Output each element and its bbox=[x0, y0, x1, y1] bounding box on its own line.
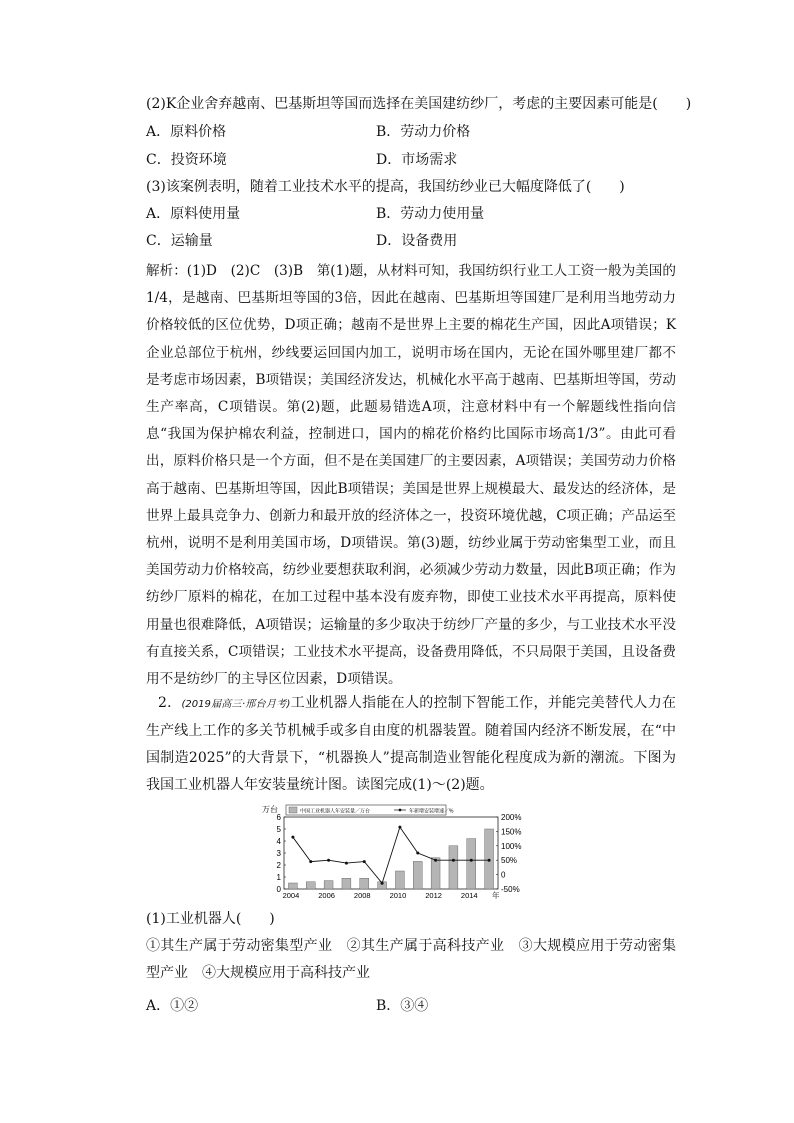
growth-point-2013 bbox=[452, 859, 455, 862]
legend-bar-swatch bbox=[289, 807, 297, 813]
right-tick-label: 100% bbox=[501, 841, 522, 851]
left-axis-unit: 万台 bbox=[262, 805, 278, 814]
bar-2011 bbox=[413, 861, 422, 889]
right-tick-label: 200% bbox=[501, 813, 522, 822]
growth-point-2004 bbox=[291, 836, 294, 839]
sub1-stem: (1)工业机器人( ) bbox=[146, 911, 275, 927]
x-tick-label: 2004 bbox=[282, 891, 300, 900]
q2-option-c: C．投资环境 bbox=[146, 152, 227, 168]
bar-2007 bbox=[342, 878, 351, 889]
left-tick-label: 0 bbox=[276, 885, 281, 894]
growth-point-2005 bbox=[309, 860, 312, 863]
bar-2005 bbox=[306, 882, 315, 889]
growth-point-2014 bbox=[470, 859, 473, 862]
growth-point-2015 bbox=[488, 859, 491, 862]
legend-line-marker bbox=[399, 809, 402, 812]
bar-2013 bbox=[449, 846, 458, 889]
left-tick-label: 2 bbox=[276, 861, 281, 870]
q3-option-d: D．设备费用 bbox=[376, 233, 458, 249]
q2-option-d: D．市场需求 bbox=[376, 152, 458, 168]
q2-option-b: B．劳动力价格 bbox=[376, 124, 471, 140]
plot-frame bbox=[284, 817, 498, 889]
growth-point-2006 bbox=[327, 859, 330, 862]
bar-2006 bbox=[324, 881, 333, 889]
bar-2008 bbox=[360, 878, 369, 889]
growth-point-2012 bbox=[434, 859, 437, 862]
left-tick-label: 4 bbox=[276, 837, 281, 846]
analysis-paragraph: 解析：(1)D (2)C (3)B 第(1)题，从材料可知，我国纺织行业工人工资一般为美国的1/4，是越南、巴基斯坦等国的3倍，因此在越南、巴基斯坦等国建厂是利用当地劳动力价格较低的区位优势，D项正确；越南不是世界上主要的棉花生产国，因此A项错误；K企业总部位于杭州，纱线要运回国内加工，说明市场在国内，无论在国外哪里建厂都不是考虑市场因素，B项错误；美国经济发达，机械化水平高于越南、巴基斯坦等国，劳动生产率高，C项错误。第(2)题，此题易错选A项，注意材料中有一个解题线性指向信息“我国为保护棉农利益，控制进口，国内的棉花价格约比国际市场高1/3”。由此可看出，原料价格只是一个方面，但不是在美国建厂的主要因素，A项错误；美国劳动力价格高于越南、巴基斯坦等国，因此B项错误；美国是世界上规模最大、最发达的经济体，是世界上最具竞争力、创新力和最开放的经济体之一，投资环境优越，C项正确；产品运至杭州，说明不是利用美国市场，D项错误。第(3)题，纺纱业属于劳动密集型工业，而且美国劳动力价格较高，纺纱业要想获取利润，必须减少劳动力数量，因此B项正确；作为纺纱厂原料的棉花，在加工过程中基本没有废弃物，即使工业技术水平再提高，原料使用量也很难降低，A项错误；运输量的多少取决于纺纱厂产量的多少，与工业技术水平没有直接关系，C项错误；工业技术水平提高，设备费用降低，不只局限于美国，且设备费用不是纺纱厂的主导区位因素，D项错误。 bbox=[146, 263, 676, 688]
x-tick-label: 2010 bbox=[389, 891, 407, 900]
left-tick-label: 3 bbox=[276, 849, 281, 858]
x-axis-unit: 年 bbox=[492, 891, 500, 900]
growth-point-2011 bbox=[416, 852, 419, 855]
x-tick-label: 2014 bbox=[460, 891, 478, 900]
right-tick-label: 0 bbox=[501, 870, 506, 880]
growth-point-2009 bbox=[381, 882, 384, 885]
left-tick-label: 6 bbox=[276, 813, 281, 822]
right-tick-label: 150% bbox=[501, 827, 522, 837]
question-2-stem bbox=[146, 690, 676, 799]
sub1-option-b: B．③④ bbox=[376, 998, 429, 1014]
bar-2010 bbox=[395, 871, 404, 889]
right-tick-label: -50% bbox=[501, 885, 520, 894]
left-tick-label: 5 bbox=[276, 825, 281, 834]
growth-point-2007 bbox=[345, 862, 348, 865]
growth-rate-line bbox=[293, 827, 489, 883]
bar-2014 bbox=[467, 839, 476, 889]
growth-point-2010 bbox=[398, 826, 401, 829]
robot-installation-chart bbox=[262, 803, 532, 903]
right-tick-label: 50% bbox=[501, 856, 518, 866]
q2-option-a: A．原料价格 bbox=[146, 124, 227, 140]
q3-option-a: A．原料使用量 bbox=[146, 206, 241, 222]
sub1-option-a: A．①② bbox=[146, 998, 199, 1014]
legend-bar-label: 中国工业机器人年安装量／万台 bbox=[300, 808, 371, 815]
bar-2004 bbox=[288, 883, 297, 889]
x-tick-label: 2012 bbox=[425, 891, 442, 900]
q3-option-b: B．劳动力使用量 bbox=[376, 206, 485, 222]
question-number: 2． bbox=[158, 695, 182, 711]
q2-stem: (2)K企业舍弃越南、巴基斯坦等国而选择在美国建纺纱厂，考虑的主要因素可能是( ) bbox=[146, 96, 692, 112]
x-tick-label: 2006 bbox=[318, 891, 335, 900]
x-tick-label: 2008 bbox=[353, 891, 371, 900]
q3-stem: (3)该案例表明，随着工业技术水平的提高，我国纺纱业已大幅度降低了( ) bbox=[146, 179, 625, 195]
question-source: (2019届高三·邢台月考) bbox=[181, 699, 291, 710]
legend-line-label: 年新增安装增速／% bbox=[409, 808, 454, 815]
question-text: 工业机器人指能在人的控制下智能工作，并能完美替代人力在生产线上工作的多关节机械手或多自由度的机器装置。随着国内经济不断发展，在“中国制造2025”的大背景下，“机器换人”提高制造业智能化程度成为新的潮流。下图为我国工业机器人年安装量统计图。读图完成(1)～(2)题。 bbox=[146, 695, 676, 793]
growth-point-2008 bbox=[363, 860, 366, 863]
left-tick-label: 1 bbox=[276, 873, 281, 882]
bar-2012 bbox=[431, 858, 440, 889]
sub1-choices: ①其生产属于劳动密集型产业 ②其生产属于高科技产业 ③大规模应用于劳动密集型产业 ④大规模应用于高科技产业 bbox=[146, 938, 676, 981]
q3-option-c: C．运输量 bbox=[146, 233, 213, 249]
